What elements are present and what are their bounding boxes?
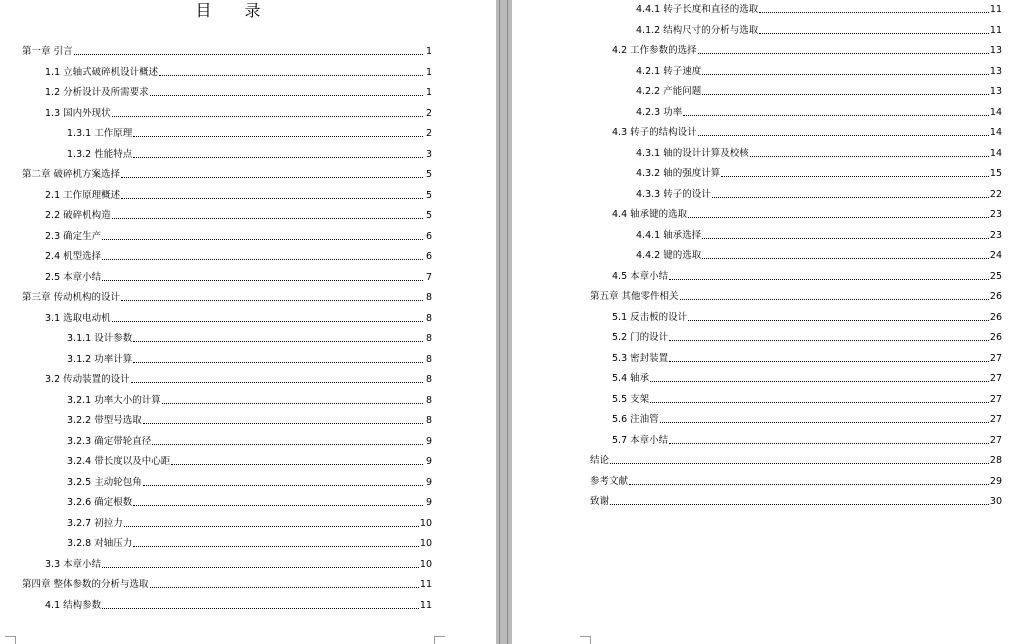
- toc-dot-leader: [698, 125, 989, 136]
- toc-entry-page: 29: [989, 475, 1002, 487]
- toc-dot-leader: [688, 207, 989, 218]
- toc-dot-leader: [683, 105, 989, 116]
- toc-dot-leader: [680, 289, 989, 300]
- toc-entry-page: 10: [419, 538, 432, 549]
- toc-dot-leader: [133, 331, 423, 342]
- page-corner-mark: [434, 636, 445, 644]
- toc-entry[interactable]: [612, 43, 1002, 59]
- toc-dot-leader: [133, 147, 423, 158]
- toc-entry-page: 6: [425, 230, 432, 242]
- toc-entry-page: 9: [425, 497, 432, 508]
- toc-dot-leader: [133, 495, 423, 506]
- toc-dot-leader: [610, 453, 989, 464]
- toc-entry[interactable]: [612, 371, 1002, 387]
- toc-entry[interactable]: [22, 577, 432, 593]
- toc-entry-label: 4.2.1 转子速度: [636, 65, 702, 77]
- toc-entry[interactable]: [45, 311, 432, 327]
- toc-entry-label: 3.1.1 设计参数: [67, 333, 133, 344]
- toc-entry[interactable]: [612, 433, 1002, 449]
- toc-dot-leader: [121, 290, 423, 301]
- toc-entry-label: 5.6 注油管: [612, 414, 659, 425]
- toc-dot-leader: [150, 85, 423, 96]
- toc-entry[interactable]: [67, 126, 432, 142]
- toc-entry-page: 24: [989, 250, 1002, 261]
- toc-dot-leader: [112, 311, 423, 322]
- toc-entry-label: 第二章 破碎机方案选择: [22, 169, 121, 180]
- toc-dot-leader: [669, 269, 989, 280]
- toc-dot-leader: [102, 270, 423, 281]
- toc-entry[interactable]: [45, 208, 432, 224]
- toc-entry-label: 3.1.2 功率计算: [67, 353, 133, 365]
- toc-entry-label: 1.3 国内外现状: [45, 107, 111, 119]
- toc-dot-leader: [152, 434, 423, 445]
- toc-entry-page: 25: [989, 270, 1002, 282]
- toc-entry-page: 2: [425, 107, 432, 119]
- toc-entry[interactable]: [612, 207, 1002, 223]
- toc-entry[interactable]: [45, 229, 432, 245]
- toc-entry-label: 3.1 选取电动机: [45, 312, 111, 324]
- toc-entry[interactable]: [636, 228, 1002, 244]
- toc-entry-page: 1: [425, 66, 432, 78]
- toc-entry-page: 9: [425, 435, 432, 447]
- toc-entry-label: 4.4 轴承键的选取: [612, 209, 688, 220]
- toc-dot-leader: [702, 84, 989, 95]
- toc-dot-leader: [669, 330, 989, 341]
- toc-entry-page: 15: [989, 168, 1002, 179]
- toc-entry[interactable]: [612, 125, 1002, 141]
- toc-entry-label: 4.5 本章小结: [612, 270, 669, 282]
- toc-entry-label: 3.2.5 主动轮包角: [67, 476, 142, 488]
- page-gutter: [496, 0, 512, 644]
- toc-entry-label: 4.4.1 转子长度和直径的选取: [636, 4, 759, 15]
- toc-dot-leader: [133, 126, 423, 137]
- toc-entry-page: 2: [425, 128, 432, 139]
- toc-entry-label: 3.2.2 带型号选取: [67, 415, 142, 426]
- toc-entry-label: 第一章 引言: [22, 46, 73, 57]
- toc-dot-leader: [124, 516, 419, 527]
- toc-entry-page: 28: [989, 455, 1002, 466]
- toc-dot-leader: [121, 167, 423, 178]
- toc-entry[interactable]: [45, 65, 432, 81]
- toc-dot-leader: [159, 65, 423, 76]
- page-corner-mark: [580, 636, 591, 644]
- toc-dot-leader: [150, 577, 419, 588]
- toc-entry-page: 27: [989, 434, 1002, 446]
- toc-entry[interactable]: [636, 105, 1002, 121]
- toc-entry[interactable]: [67, 454, 432, 470]
- toc-entry[interactable]: [612, 351, 1002, 367]
- toc-entry-label: 5.4 轴承: [612, 373, 650, 384]
- toc-dot-leader: [650, 392, 989, 403]
- toc-dot-leader: [610, 494, 989, 505]
- toc-dot-leader: [171, 454, 423, 465]
- toc-entry-page: 8: [425, 415, 432, 426]
- toc-entry-page: 8: [425, 312, 432, 324]
- toc-dot-leader: [669, 351, 989, 362]
- toc-entry-page: 6: [425, 251, 432, 262]
- toc-entry[interactable]: [45, 598, 432, 614]
- toc-entry-label: 第五章 其他零件相关: [590, 291, 679, 302]
- toc-entry-label: 3.3 本章小结: [45, 558, 102, 570]
- toc-dot-leader: [121, 188, 423, 199]
- toc-entry-page: 8: [425, 353, 432, 365]
- toc-entry-page: 14: [989, 106, 1002, 118]
- toc-dot-leader: [750, 146, 989, 157]
- toc-entry[interactable]: [636, 2, 1002, 18]
- toc-entry[interactable]: [67, 475, 432, 491]
- toc-entry[interactable]: [590, 474, 1002, 490]
- toc-entry-page: 5: [425, 189, 432, 201]
- toc-entry-label: 参考文献: [590, 475, 629, 487]
- toc-entry-page: 8: [425, 333, 432, 344]
- toc-entry-label: 4.3.3 转子的设计: [636, 188, 711, 200]
- toc-entry-page: 8: [425, 394, 432, 406]
- toc-dot-leader: [131, 372, 423, 383]
- toc-entry-label: 1.3.1 工作原理: [67, 128, 133, 139]
- toc-dot-leader: [102, 598, 419, 609]
- toc-entry[interactable]: [636, 23, 1002, 39]
- toc-entry-label: 第四章 整体参数的分析与选取: [22, 579, 149, 590]
- toc-entry-page: 5: [425, 210, 432, 221]
- toc-entry-label: 3.2.7 初拉力: [67, 517, 123, 529]
- toc-dot-leader: [669, 433, 989, 444]
- toc-entry[interactable]: [67, 331, 432, 347]
- toc-entry-page: 27: [989, 393, 1002, 405]
- toc-entry[interactable]: [67, 495, 432, 511]
- toc-dot-leader: [660, 412, 989, 423]
- toc-entry[interactable]: [22, 290, 432, 306]
- toc-dot-leader: [702, 64, 989, 75]
- toc-entry[interactable]: [45, 372, 432, 388]
- toc-entry[interactable]: [636, 248, 1002, 264]
- toc-dot-leader: [102, 557, 419, 568]
- toc-entry-page: 26: [989, 291, 1002, 302]
- toc-dot-leader: [759, 2, 989, 13]
- toc-entry[interactable]: [67, 434, 432, 450]
- toc-dot-leader: [688, 310, 989, 321]
- toc-entry[interactable]: [636, 84, 1002, 100]
- toc-entry-label: 2.3 确定生产: [45, 230, 102, 242]
- toc-entry-label: 5.7 本章小结: [612, 434, 669, 446]
- toc-entry-label: 3.2 传动装置的设计: [45, 374, 130, 385]
- toc-entry-page: 7: [425, 271, 432, 283]
- toc-entry-page: 27: [989, 414, 1002, 425]
- toc-entry-label: 5.5 支架: [612, 393, 650, 405]
- toc-entry[interactable]: [612, 269, 1002, 285]
- toc-entry-label: 4.4.2 键的选取: [636, 250, 702, 261]
- toc-entry-page: 1: [425, 87, 432, 98]
- toc-entry[interactable]: [67, 393, 432, 409]
- toc-entry-page: 26: [989, 311, 1002, 323]
- toc-entry-page: 10: [419, 517, 432, 529]
- toc-entry-page: 23: [989, 209, 1002, 220]
- toc-entry[interactable]: [636, 64, 1002, 80]
- toc-dot-leader: [112, 106, 423, 117]
- toc-entry[interactable]: [612, 330, 1002, 346]
- toc-entry[interactable]: [612, 310, 1002, 326]
- toc-entry-page: 5: [425, 169, 432, 180]
- toc-entry[interactable]: [67, 516, 432, 532]
- toc-entry-label: 2.1 工作原理概述: [45, 189, 121, 201]
- toc-entry-label: 结论: [590, 455, 610, 466]
- toc-entry-label: 4.4.1 轴承选择: [636, 229, 702, 241]
- toc-entry-page: 23: [989, 229, 1002, 241]
- toc-entry[interactable]: [22, 44, 432, 60]
- toc-entry-page: 9: [425, 456, 432, 467]
- toc-entry-label: 4.1 结构参数: [45, 599, 102, 611]
- toc-entry-label: 3.2.4 带长度以及中心距: [67, 456, 171, 467]
- toc-dot-leader: [133, 352, 423, 363]
- toc-entry-label: 4.2 工作参数的选择: [612, 45, 697, 56]
- toc-entry[interactable]: [636, 166, 1002, 182]
- toc-entry-page: 14: [989, 127, 1002, 138]
- toc-dot-leader: [74, 44, 423, 55]
- toc-entry-page: 1: [425, 46, 432, 57]
- toc-entry[interactable]: [590, 289, 1002, 305]
- toc-entry-label: 1.3.2 性能特点: [67, 148, 133, 160]
- toc-entry-page: 13: [989, 45, 1002, 56]
- toc-entry[interactable]: [45, 249, 432, 265]
- toc-entry-page: 10: [419, 558, 432, 570]
- toc-entry-label: 4.3.1 轴的设计计算及校核: [636, 147, 749, 159]
- toc-dot-leader: [133, 536, 419, 547]
- toc-dot-leader: [162, 393, 423, 404]
- toc-title: 目 录: [195, 1, 275, 20]
- toc-entry-label: 2.5 本章小结: [45, 271, 102, 283]
- toc-entry[interactable]: [45, 557, 432, 573]
- toc-dot-leader: [702, 248, 989, 259]
- toc-entry-page: 14: [989, 147, 1002, 159]
- toc-entry-page: 27: [989, 352, 1002, 364]
- toc-entry[interactable]: [45, 188, 432, 204]
- toc-entry-label: 5.1 反击板的设计: [612, 311, 688, 323]
- toc-dot-leader: [112, 208, 423, 219]
- toc-entry-page: 13: [989, 65, 1002, 77]
- toc-entry[interactable]: [67, 352, 432, 368]
- toc-entry-label: 1.2 分析设计及所需要求: [45, 87, 149, 98]
- toc-entry-page: 8: [425, 292, 432, 303]
- toc-entry-label: 3.2.3 确定带轮直径: [67, 435, 152, 447]
- toc-dot-leader: [698, 43, 989, 54]
- toc-dot-leader: [143, 413, 423, 424]
- toc-entry-label: 5.2 门的设计: [612, 332, 669, 343]
- toc-entry-label: 2.4 机型选择: [45, 251, 102, 262]
- toc-entry[interactable]: [590, 494, 1002, 510]
- toc-entry[interactable]: [612, 392, 1002, 408]
- toc-dot-leader: [702, 228, 989, 239]
- toc-entry-page: 11: [419, 579, 432, 590]
- toc-entry-label: 2.2 破碎机构造: [45, 210, 111, 221]
- document-page-right: [512, 0, 1025, 644]
- toc-entry-page: 8: [425, 374, 432, 385]
- toc-dot-leader: [102, 229, 423, 240]
- toc-entry[interactable]: [636, 146, 1002, 162]
- toc-dot-leader: [712, 187, 989, 198]
- toc-entry[interactable]: [45, 106, 432, 122]
- toc-dot-leader: [721, 166, 989, 177]
- toc-entry-label: 第三章 传动机构的设计: [22, 292, 121, 303]
- toc-entry[interactable]: [67, 536, 432, 552]
- toc-entry[interactable]: [67, 147, 432, 163]
- toc-dot-leader: [759, 23, 989, 34]
- toc-dot-leader: [650, 371, 989, 382]
- toc-entry[interactable]: [636, 187, 1002, 203]
- toc-entry[interactable]: [612, 412, 1002, 428]
- toc-entry-page: 22: [989, 188, 1002, 200]
- document-page-left: [0, 0, 496, 644]
- toc-dot-leader: [629, 474, 989, 485]
- toc-entry-page: 30: [989, 496, 1002, 507]
- toc-entry-page: 13: [989, 86, 1002, 97]
- toc-entry-label: 3.2.6 确定根数: [67, 497, 133, 508]
- toc-entry[interactable]: [22, 167, 432, 183]
- toc-entry-page: 11: [989, 4, 1002, 15]
- toc-entry-label: 4.1.2 结构尺寸的分析与选取: [636, 24, 759, 36]
- toc-entry[interactable]: [590, 453, 1002, 469]
- toc-entry[interactable]: [67, 413, 432, 429]
- page-corner-mark: [5, 636, 16, 644]
- toc-entry-page: 9: [425, 476, 432, 488]
- toc-dot-leader: [102, 249, 423, 260]
- toc-entry-page: 11: [989, 24, 1002, 36]
- toc-entry-page: 26: [989, 332, 1002, 343]
- toc-entry-label: 3.2.8 对轴压力: [67, 538, 133, 549]
- toc-entry-label: 5.3 密封装置: [612, 352, 669, 364]
- toc-entry-label: 4.2.2 产能问题: [636, 86, 702, 97]
- toc-entry-label: 1.1 立轴式破碎机设计概述: [45, 66, 159, 78]
- toc-entry-label: 3.2.1 功率大小的计算: [67, 394, 161, 406]
- toc-entry-page: 27: [989, 373, 1002, 384]
- toc-dot-leader: [143, 475, 423, 486]
- toc-entry-label: 4.3 转子的结构设计: [612, 127, 697, 138]
- toc-entry[interactable]: [45, 270, 432, 286]
- toc-entry-page: 11: [419, 599, 432, 611]
- toc-entry-label: 4.3.2 轴的强度计算: [636, 168, 721, 179]
- toc-entry-page: 3: [425, 148, 432, 160]
- toc-entry[interactable]: [45, 85, 432, 101]
- toc-entry-label: 4.2.3 功率: [636, 106, 683, 118]
- toc-entry-label: 致谢: [590, 496, 610, 507]
